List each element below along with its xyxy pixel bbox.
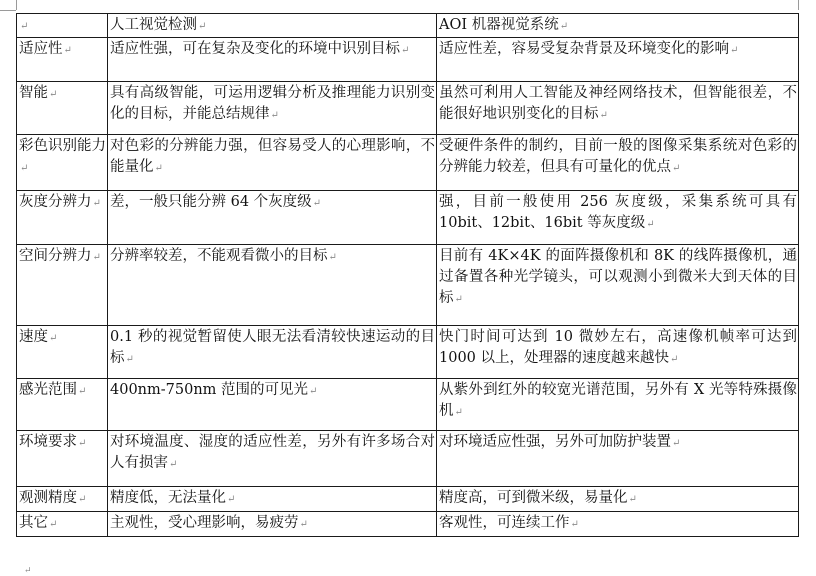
table-cell-aoi[interactable]	[437, 431, 799, 487]
table-cell-aoi[interactable]	[437, 245, 799, 326]
table-cell-aspect[interactable]	[17, 135, 108, 191]
cell-end-mark: ↵	[78, 494, 87, 505]
cell-end-mark: ↵	[63, 45, 72, 56]
cell-end-mark: ↵	[78, 438, 87, 449]
table-cell-human[interactable]	[108, 38, 437, 82]
cell-text: 差，一般只能分辨 64 个灰度级	[110, 194, 312, 210]
cell-end-mark: ↵	[672, 438, 681, 449]
cell-text: 适应性强，可在复杂及变化的环境中识别目标	[110, 41, 400, 57]
table-cell-aspect[interactable]	[17, 245, 108, 326]
table-cell-aspect[interactable]	[17, 379, 108, 431]
table-cell-aoi[interactable]	[437, 191, 799, 245]
cell-end-mark: ↵	[454, 294, 463, 305]
table-row	[17, 191, 799, 245]
cell-text: 适应性	[19, 41, 63, 57]
cell-end-mark: ↵	[154, 163, 163, 174]
table-row	[17, 326, 799, 379]
cell-text: 具有高级智能，可运用逻辑分析及推理能力识别变化的目标，并能总结规律	[110, 85, 435, 122]
table-cell-human[interactable]	[108, 487, 437, 512]
cell-text: 环境要求	[19, 434, 77, 450]
table-cell-aoi[interactable]	[437, 379, 799, 431]
cell-text: 客观性，可连续工作	[439, 515, 570, 531]
table-row	[17, 245, 799, 326]
cell-text: 灰度分辨力	[19, 194, 92, 210]
cell-text: 精度高，可到微米级，易量化	[439, 490, 628, 506]
cell-text: 速度	[19, 329, 48, 345]
cell-text: 从紫外到红外的较宽光谱范围，另外有 X 光等特殊摄像机	[439, 382, 797, 419]
table-cell-aspect[interactable]	[17, 326, 108, 379]
cell-end-mark: ↵	[20, 163, 29, 174]
cell-text: 观测精度	[19, 490, 77, 506]
cell-text: 对环境适应性强，另外可加防护装置	[439, 434, 671, 450]
table-cell-human[interactable]	[108, 82, 437, 135]
table-row	[17, 431, 799, 487]
table-cell-aoi[interactable]	[437, 82, 799, 135]
page-corner-mark	[798, 0, 799, 10]
cell-text: 受硬件条件的制约，目前一般的图像采集系统对色彩的分辨能力较差，但具有可量化的优点	[439, 138, 797, 175]
page-corner-mark	[16, 0, 17, 10]
cell-text: 0.1 秒的视觉暂留使人眼无法看清较快速运动的目标	[110, 329, 435, 366]
table-row	[17, 487, 799, 512]
table-row	[17, 38, 799, 82]
cell-end-mark: ↵	[730, 45, 739, 56]
cell-end-mark: ↵	[92, 252, 101, 263]
table-cell-aspect[interactable]	[17, 38, 108, 82]
table-cell-human[interactable]	[108, 379, 437, 431]
header-cell[interactable]: ↵	[17, 14, 108, 38]
cell-text: 智能	[19, 85, 48, 101]
cell-text: 强，目前一般使用 256 灰度级，采集系统可具有 10bit、12bit、16bit 等灰度级	[439, 194, 797, 231]
table-row	[17, 135, 799, 191]
cell-end-mark: ↵	[227, 494, 236, 505]
cell-end-mark: ↵	[49, 519, 58, 530]
table-cell-human[interactable]	[108, 135, 437, 191]
table-cell-human[interactable]	[108, 326, 437, 379]
cell-end-mark: ↵	[570, 519, 579, 530]
paragraph-mark: ↵	[24, 566, 32, 576]
cell-text: 彩色识别能力	[19, 138, 106, 154]
table-cell-aoi[interactable]	[437, 326, 799, 379]
cell-end-mark: ↵	[454, 407, 463, 418]
table-cell-aspect[interactable]	[17, 487, 108, 512]
cell-end-mark: ↵	[309, 386, 318, 397]
table-header-row	[17, 14, 799, 38]
cell-end-mark: ↵	[92, 198, 101, 209]
cell-end-mark: ↵	[49, 89, 58, 100]
cell-end-mark: ↵	[401, 45, 410, 56]
table-cell-human[interactable]	[108, 245, 437, 326]
header-cell[interactable]: AOI 机器视觉系统↵	[437, 14, 799, 38]
cell-text: 感光范围	[19, 382, 77, 398]
table-row	[17, 512, 799, 537]
cell-end-mark: ↵	[49, 333, 58, 344]
cell-end-mark: ↵	[672, 163, 681, 174]
table-cell-aspect[interactable]	[17, 512, 108, 537]
cell-text: 其它	[19, 515, 48, 531]
table-cell-human[interactable]	[108, 191, 437, 245]
cell-end-mark: ↵	[670, 354, 679, 365]
cell-end-mark: ↵	[646, 219, 655, 230]
table-cell-aoi[interactable]	[437, 512, 799, 537]
cell-text: 主观性，受心理影响，易疲劳	[110, 515, 299, 531]
cell-text: 适应性差，容易受复杂背景及环境变化的影响	[439, 41, 729, 57]
table-cell-aoi[interactable]	[437, 38, 799, 82]
header-cell[interactable]: 人工视觉检测↵	[108, 14, 437, 38]
cell-text: 空间分辨力	[19, 248, 92, 264]
cell-text: 对环境温度、湿度的适应性差，另外有许多场合对人有损害	[110, 434, 435, 471]
cell-end-mark: ↵	[299, 519, 308, 530]
cell-end-mark: ↵	[270, 110, 279, 121]
cell-end-mark: ↵	[599, 110, 608, 121]
cell-text: 目前有 4K×4K 的面阵摄像机和 8K 的线阵摄像机，通过备置各种光学镜头，可以观测小到微米大到天体的目标	[439, 248, 797, 306]
comparison-table	[16, 13, 799, 537]
cell-end-mark: ↵	[125, 354, 134, 365]
table-row	[17, 379, 799, 431]
cell-end-mark: ↵	[312, 198, 322, 209]
table-cell-aoi[interactable]	[437, 487, 799, 512]
cell-text: 快门时间可达到 10 微妙左右，高速像机帧率可达到 1000 以上，处理器的速度越来越快	[439, 329, 797, 366]
cell-text: 对色彩的分辨能力强，但容易受人的心理影响，不能量化	[110, 138, 435, 175]
cell-end-mark: ↵	[78, 386, 87, 397]
table-cell-human[interactable]	[108, 512, 437, 537]
cell-end-mark: ↵	[169, 459, 178, 470]
cell-end-mark: ↵	[628, 494, 637, 505]
table-cell-human[interactable]	[108, 431, 437, 487]
page-corner-mark	[0, 10, 16, 11]
cell-text: 分辨率较差，不能观看微小的目标	[110, 248, 328, 264]
table-cell-aspect[interactable]	[17, 431, 108, 487]
cell-end-mark: ↵	[328, 252, 337, 263]
table-cell-aspect[interactable]	[17, 82, 108, 135]
table-cell-aoi[interactable]	[437, 135, 799, 191]
table-cell-aspect[interactable]	[17, 191, 108, 245]
cell-text: 400nm-750nm 范围的可见光	[110, 382, 309, 398]
cell-text: 精度低，无法量化	[110, 490, 226, 506]
cell-text: 虽然可利用人工智能及神经网络技术，但智能很差，不能很好地识别变化的目标	[439, 85, 797, 122]
table-row	[17, 82, 799, 135]
